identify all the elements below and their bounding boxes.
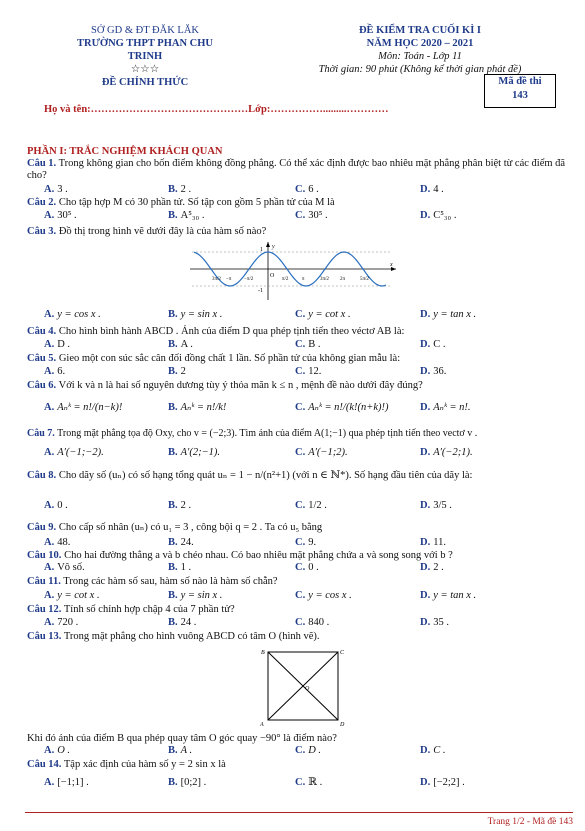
- q7-option-b[interactable]: B. A′(2;−1).: [168, 447, 221, 458]
- q6-option-c[interactable]: C. Aₙᵏ = n!/(k!(n+k)!): [295, 402, 389, 413]
- question-2: Câu 2. Cho tập hợp M có 30 phần tử. Số tập con gồm 5 phần tử của M là: [27, 197, 335, 208]
- question-8: Câu 8. Cho dãy số (uₙ) có số hạng tổng quát uₙ = 1 − n/(n²+1) (với n ∈ ℕ*). Số hạng đầu tiên của dãy là:: [27, 470, 473, 481]
- q8-option-a[interactable]: A. 0 .: [44, 500, 68, 511]
- question-10: Câu 10. Cho hai đường thẳng a và b chéo nhau. Có bao nhiêu mặt phẳng chứa a và song song với b ?: [27, 550, 453, 561]
- q5-option-a[interactable]: A. 6.: [44, 366, 66, 377]
- q2-option-d[interactable]: D. C⁵₃₀ .: [420, 210, 457, 221]
- q10-option-d[interactable]: D. 2 .: [420, 562, 444, 573]
- graph-label-x: x: [390, 262, 393, 268]
- q5-option-c[interactable]: C. 12.: [295, 366, 322, 377]
- graph-tick-8: 5π/2: [360, 277, 369, 282]
- official-label: ĐỀ CHÍNH THỨC: [101, 77, 189, 88]
- q2-option-a[interactable]: A. 30⁵ .: [44, 210, 77, 221]
- q3-option-d[interactable]: D. y = tan x .: [420, 309, 477, 320]
- question-7: Câu 7. Trong mặt phẳng tọa độ Oxy, cho v = (−2;3). Tìm ảnh của điểm A(1;−1) qua phép tịnh tiến theo vectơ v .: [27, 428, 478, 439]
- q11-option-c[interactable]: C. y = cos x .: [295, 590, 352, 601]
- exam-header: [305, 24, 535, 76]
- school-name: TRƯỜNG THPT PHAN CHU TRINH: [76, 38, 214, 62]
- q4-option-b[interactable]: B. A .: [168, 339, 193, 350]
- q1-option-c[interactable]: C. 6 .: [295, 184, 319, 195]
- q12-option-a[interactable]: A. 720 .: [44, 617, 79, 628]
- school-header: [60, 24, 230, 89]
- graph-label-m1: -1: [258, 288, 263, 294]
- q10-option-c[interactable]: C. 0 .: [295, 562, 319, 573]
- duration: Thời gian: 90 phút (Không kể thời gian phát đề): [318, 64, 522, 75]
- question-3: Câu 3. Đồ thị trong hình vẽ dưới đây là của hàm số nào?: [27, 226, 267, 237]
- cosine-graph: [190, 240, 400, 302]
- q11-option-b[interactable]: B. y = sin x .: [168, 590, 223, 601]
- school-year: NĂM HỌC 2020 – 2021: [366, 38, 474, 49]
- exam-code-label: Mã đề thi: [498, 76, 542, 87]
- q14-option-d[interactable]: D. [−2;2] .: [420, 777, 465, 788]
- page-footer: Trang 1/2 - Mã đề 143: [487, 817, 573, 827]
- q2-option-c[interactable]: C. 30⁵ .: [295, 210, 328, 221]
- graph-label-o: O: [270, 273, 275, 279]
- graph-label-1: 1: [260, 247, 263, 253]
- stars: ☆☆☆: [130, 64, 160, 75]
- exam-code-box: [484, 74, 556, 108]
- label-d: D: [340, 722, 345, 728]
- q12-option-c[interactable]: C. 840 .: [295, 617, 330, 628]
- graph-tick-5: π: [302, 277, 305, 282]
- q1-option-d[interactable]: D. 4 .: [420, 184, 444, 195]
- q9-option-b[interactable]: B. 24.: [168, 537, 194, 548]
- q13-option-c[interactable]: C. D .: [295, 745, 322, 756]
- label-c: C: [340, 650, 345, 656]
- section-title: PHẦN I: TRẮC NGHIỆM KHÁCH QUAN: [27, 146, 223, 157]
- graph-tick-7: 2π: [340, 277, 346, 282]
- q11-option-a[interactable]: A. y = cot x .: [44, 590, 100, 601]
- graph-label-y: y: [272, 244, 275, 250]
- question-12: Câu 12. Tính số chỉnh hợp chập 4 của 7 phần tử?: [27, 604, 235, 615]
- q6-option-a[interactable]: A. Aₙᵏ = n!/(n−k)!: [44, 402, 123, 413]
- q2-option-b[interactable]: B. A⁵₃₀ .: [168, 210, 205, 221]
- graph-y-arrow: [266, 242, 270, 247]
- q13-option-a[interactable]: A. O .: [44, 745, 71, 756]
- exam-title: ĐỀ KIỂM TRA CUỐI KÌ I: [358, 25, 482, 36]
- q3-option-b[interactable]: B. y = sin x .: [168, 309, 223, 320]
- q3-option-c[interactable]: C. y = cot x .: [295, 309, 351, 320]
- graph-tick-6: 3π/2: [320, 277, 329, 282]
- q4-option-c[interactable]: C. B .: [295, 339, 321, 350]
- question-13: Câu 13. Trong mặt phẳng cho hình vuông ABCD có tâm O (hình vẽ).: [27, 631, 320, 642]
- question-9: Câu 9. Cho cấp số nhân (uₙ) có u₁ = 3 , công bội q = 2 . Ta có u₅ bằng: [27, 522, 323, 533]
- footer-rule: [25, 812, 573, 813]
- q5-option-d[interactable]: D. 36.: [420, 366, 447, 377]
- question-1: Câu 1. Trong không gian cho bốn điểm không đồng phẳng. Có thể xác định được bao nhiêu mặt phẳng phân biệt từ các điểm đã cho?: [27, 158, 566, 181]
- graph-tick-4: π/2: [282, 277, 289, 282]
- q14-option-c[interactable]: C. ℝ .: [295, 777, 323, 788]
- graph-tick-3: −π/2: [244, 277, 254, 282]
- q12-option-b[interactable]: B. 24 .: [168, 617, 197, 628]
- q11-option-d[interactable]: D. y = tan x .: [420, 590, 477, 601]
- q8-option-d[interactable]: D. 3/5 .: [420, 500, 452, 511]
- q7-option-a[interactable]: A. A′(−1;−2).: [44, 447, 104, 458]
- q13-option-b[interactable]: B. A .: [168, 745, 193, 756]
- department: SỞ GD & ĐT ĐĂK LĂK: [90, 25, 199, 36]
- graph-tick-1: 3π/2: [212, 277, 221, 282]
- q14-option-b[interactable]: B. [0;2] .: [168, 777, 207, 788]
- q5-option-b[interactable]: B. 2: [168, 366, 186, 377]
- q3-option-a[interactable]: A. y = cos x .: [44, 309, 101, 320]
- q9-option-a[interactable]: A. 48.: [44, 537, 71, 548]
- question-4: Câu 4. Cho hình bình hành ABCD . Ảnh của điểm D qua phép tịnh tiến theo véctơ AB là:: [27, 326, 405, 337]
- q7-option-d[interactable]: D. A′(−2;1).: [420, 447, 473, 458]
- exam-code-value: 143: [512, 90, 528, 101]
- q14-option-a[interactable]: A. [−1;1] .: [44, 777, 89, 788]
- label-b: B: [261, 650, 265, 656]
- label-a: A: [260, 722, 264, 728]
- q12-option-d[interactable]: D. 35 .: [420, 617, 449, 628]
- subject: Môn: Toán - Lớp 11: [378, 51, 462, 62]
- question-6: Câu 6. Với k và n là hai số nguyên dương tùy ý thỏa mãn k ≤ n , mệnh đề nào dưới đây đúng?: [27, 380, 423, 391]
- q9-option-d[interactable]: D. 11.: [420, 537, 446, 548]
- q8-option-b[interactable]: B. 2 .: [168, 500, 192, 511]
- q4-option-d[interactable]: D. C .: [420, 339, 446, 350]
- q10-option-b[interactable]: B. 1 .: [168, 562, 192, 573]
- q8-option-c[interactable]: C. 1/2 .: [295, 500, 327, 511]
- question-14: Câu 14. Tập xác định của hàm số y = 2 sin x là: [27, 759, 226, 770]
- q13-option-d[interactable]: D. C .: [420, 745, 446, 756]
- q4-option-a[interactable]: A. D .: [44, 339, 71, 350]
- q6-option-d[interactable]: D. Aₙᵏ = n!.: [420, 402, 471, 413]
- graph-tick-2: −π: [226, 277, 232, 282]
- q10-option-a[interactable]: A. Vô số.: [44, 562, 85, 573]
- q9-option-c[interactable]: C. 9.: [295, 537, 317, 548]
- square-diagram: [258, 646, 348, 728]
- question-5: Câu 5. Gieo một con súc sắc cân đối đồng chất 1 lần. Số phần tử của không gian mẫu là:: [27, 353, 401, 364]
- q6-option-b[interactable]: B. Aₙᵏ = n!/k!: [168, 402, 227, 413]
- student-info-line: Họ và tên:………………………………………Lớp:…………….........…………: [44, 104, 389, 115]
- q1-option-b[interactable]: B. 2 .: [168, 184, 192, 195]
- question-11: Câu 11. Trong các hàm số sau, hàm số nào là hàm số chẵn?: [27, 576, 278, 587]
- q1-option-a[interactable]: A. 3 .: [44, 184, 68, 195]
- label-o: O: [305, 686, 310, 692]
- question-13-followup: Khi đó ảnh của điểm B qua phép quay tâm O góc quay −90° là điểm nào?: [27, 733, 337, 744]
- q7-option-c[interactable]: C. A′(−1;2).: [295, 447, 348, 458]
